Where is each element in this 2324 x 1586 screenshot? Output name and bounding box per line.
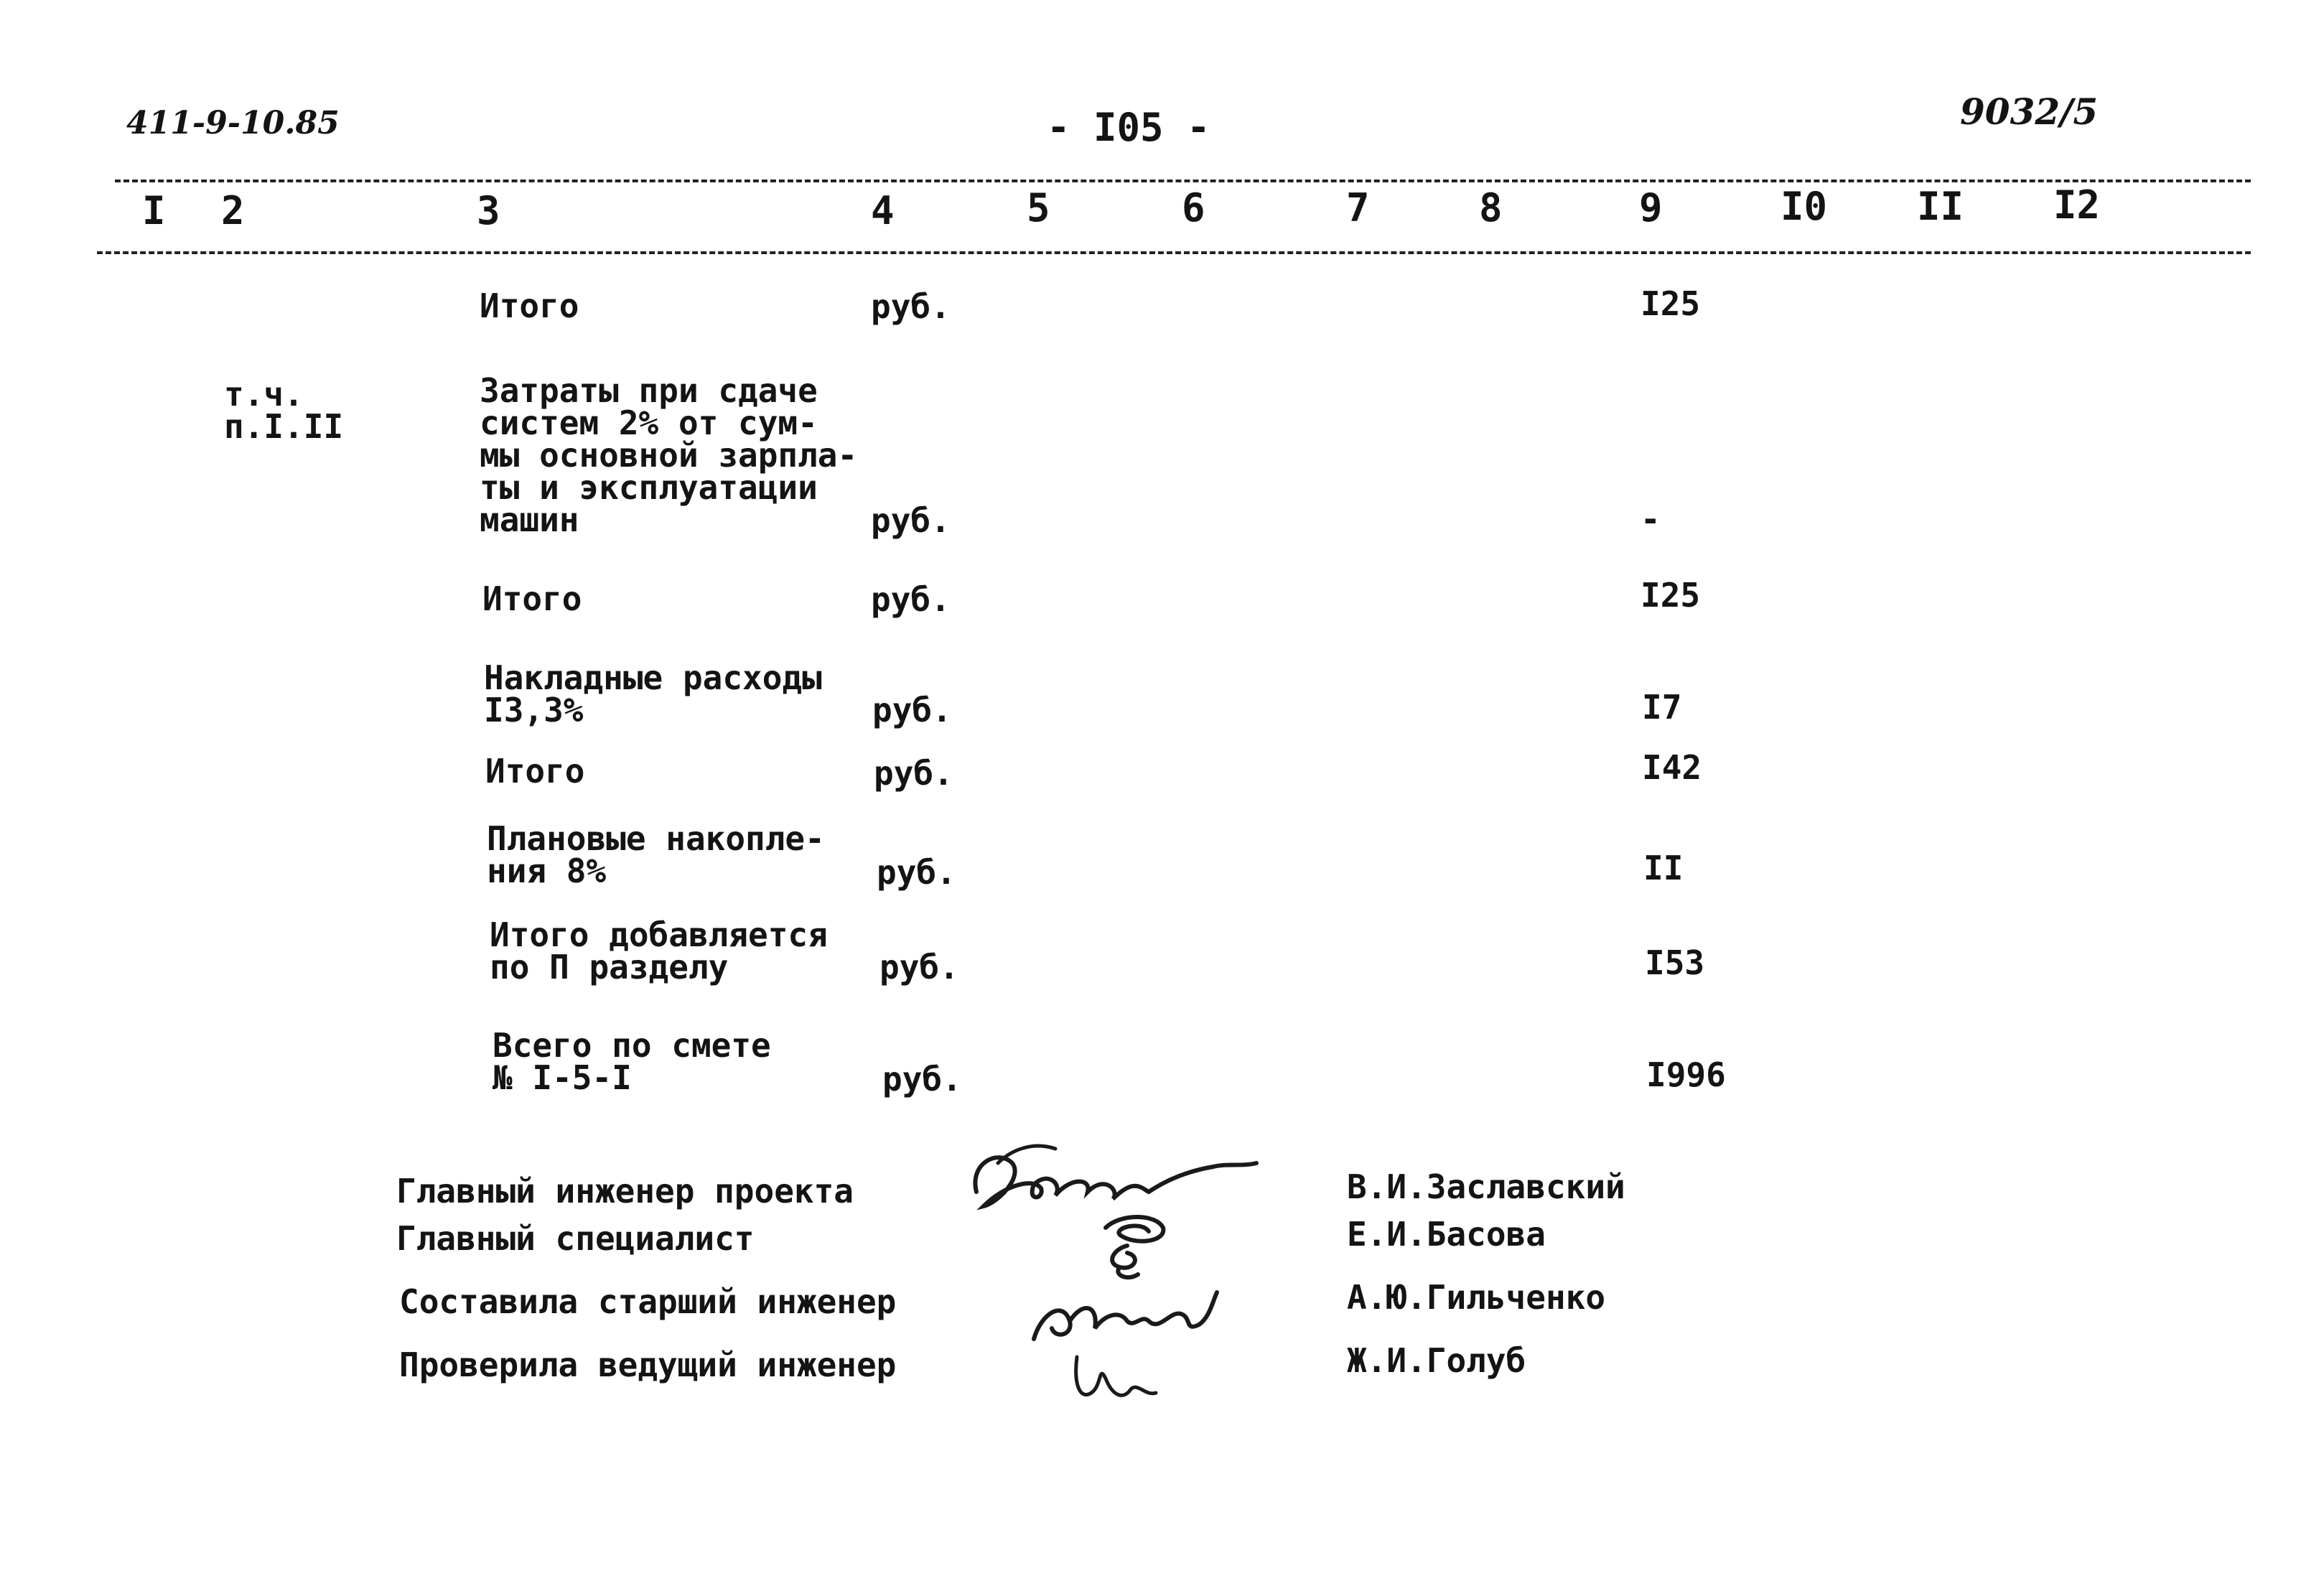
page-number: - I05 -: [1047, 105, 1210, 150]
column-header-2: 2: [221, 188, 245, 233]
row-7-value: I53: [1645, 943, 1705, 982]
row-8-value: I996: [1646, 1055, 1726, 1094]
row-4-unit: руб.: [872, 691, 952, 729]
row-1-unit: руб.: [871, 287, 951, 326]
header-rule-bottom: [97, 251, 2251, 254]
row-4-label: Накладные расходы I3,3%: [484, 658, 822, 729]
column-header-11: II: [1917, 184, 1964, 229]
row-7-label: Итого добавляется по П разделу: [490, 915, 828, 986]
row-3-value: I25: [1641, 576, 1701, 615]
row-2-value: -: [1641, 500, 1661, 538]
signatory-2-name: Е.И.Басова: [1347, 1215, 1546, 1254]
row-7-unit: руб.: [879, 948, 959, 986]
signatory-1-position: Главный инженер проекта: [396, 1172, 854, 1211]
column-header-1: I: [142, 188, 166, 233]
row-4-value: I7: [1642, 688, 1682, 727]
row-2-reference: т.ч. п.I.II: [224, 375, 344, 446]
document-code: 411-9-10.85: [126, 105, 340, 141]
row-2-unit: руб.: [871, 501, 951, 540]
signatory-2-position: Главный специалист: [396, 1219, 755, 1258]
column-header-8: 8: [1479, 185, 1503, 230]
row-6-unit: руб.: [877, 853, 956, 892]
column-header-3: 3: [477, 188, 500, 233]
header-rule-top: [115, 179, 2251, 182]
sheet-number: 9032/5: [1960, 90, 2099, 133]
row-2-label: Затраты при сдаче систем 2% от сум- мы основной зарпла- ты и эксплуатации машин: [480, 371, 858, 539]
row-6-value: II: [1643, 849, 1684, 887]
row-3-unit: руб.: [871, 580, 951, 619]
signatory-1-name: В.И.Заславский: [1347, 1167, 1625, 1206]
signature-reviewer: [1063, 1335, 1177, 1414]
row-8-unit: руб.: [882, 1060, 962, 1098]
row-5-unit: руб.: [874, 754, 953, 793]
row-6-label: Плановые накопле- ния 8%: [487, 819, 825, 890]
row-3-label: Итого: [482, 579, 582, 618]
row-5-value: I42: [1642, 748, 1702, 787]
column-header-5: 5: [1027, 185, 1050, 230]
column-header-4: 4: [871, 188, 895, 233]
signatory-3-position: Составила старший инженер: [399, 1282, 897, 1321]
column-header-9: 9: [1639, 185, 1663, 230]
row-8-label: Всего по смете № I-5-I: [493, 1026, 771, 1097]
column-header-6: 6: [1182, 185, 1205, 230]
signatory-4-position: Проверила ведущий инженер: [399, 1345, 897, 1384]
row-5-label: Итого: [485, 752, 585, 790]
row-1-label: Итого: [480, 286, 579, 325]
signatory-4-name: Ж.И.Голуб: [1347, 1341, 1526, 1380]
column-header-10: I0: [1781, 184, 1828, 229]
row-1-value: I25: [1641, 284, 1701, 323]
column-header-12: I2: [2053, 182, 2101, 228]
column-header-7: 7: [1346, 185, 1370, 230]
signatory-3-name: А.Ю.Гильченко: [1347, 1278, 1606, 1317]
